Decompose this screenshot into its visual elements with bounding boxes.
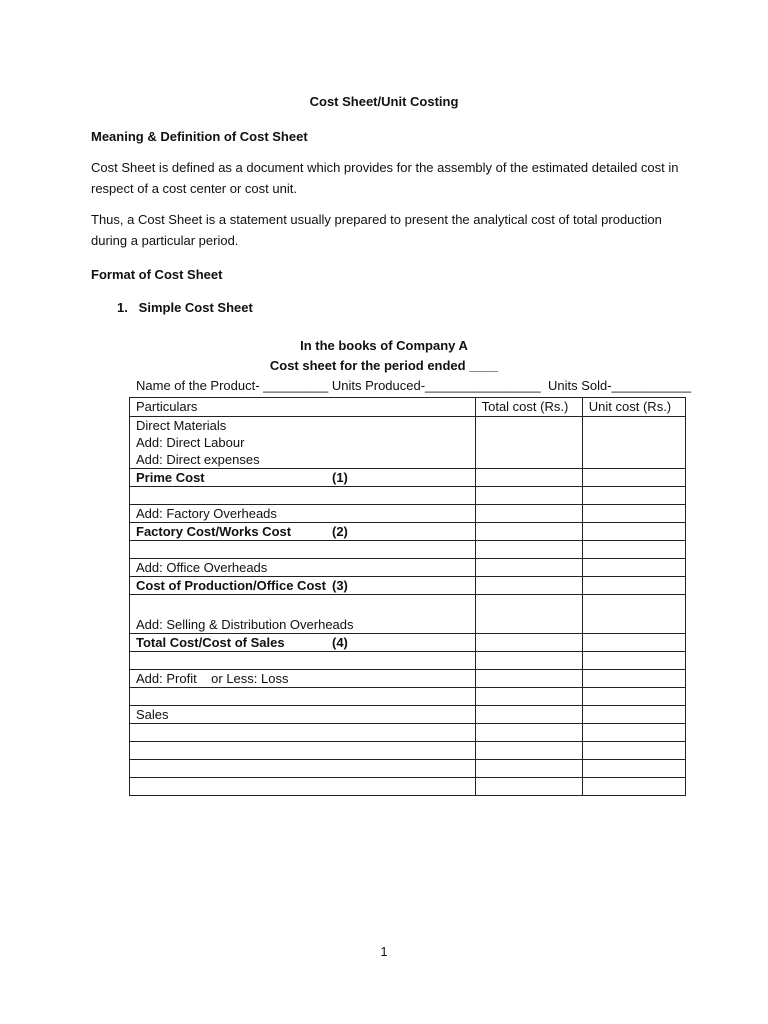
table-cell (130, 487, 476, 505)
table-row (130, 706, 686, 724)
table-cell (130, 541, 476, 559)
table-cell (130, 652, 476, 670)
table-cell (475, 778, 582, 796)
table-cell (582, 724, 685, 742)
prime-cost-cell (130, 469, 476, 487)
table-cell (475, 541, 582, 559)
header-total-cost: Total cost (Rs.) (475, 398, 582, 417)
header-particulars: Particulars (130, 398, 476, 417)
table-cell (475, 469, 582, 487)
table-cell (475, 706, 582, 724)
production-cost-label: Cost of Production/Office Cost (136, 578, 326, 593)
table-row (130, 652, 686, 670)
selling-overheads-label: Add: Selling & Distribution Overheads (136, 617, 354, 632)
books-heading: In the books of Company A (300, 338, 468, 353)
table-cell (582, 634, 685, 652)
meaning-heading: Meaning & Definition of Cost Sheet (91, 129, 308, 144)
table-cell (582, 577, 685, 595)
table-cell (130, 742, 476, 760)
page-number: 1 (380, 944, 388, 959)
factory-cost-number: (2) (332, 524, 348, 539)
direct-expenses-label: Add: Direct expenses (136, 452, 260, 467)
table-cell (582, 541, 685, 559)
table-row (130, 559, 686, 577)
table-row (130, 469, 686, 487)
production-cost-number: (3) (332, 578, 348, 593)
office-overheads-label: Add: Office Overheads (130, 559, 476, 577)
table-cell (582, 417, 685, 469)
table-cell (582, 670, 685, 688)
table-header-row (130, 398, 686, 417)
table-cell (582, 742, 685, 760)
statement-paragraph: Thus, a Cost Sheet is a statement usually prepared to present the analytical cost of total production during a particular period. (91, 212, 662, 248)
product-fields-line: Name of the Product- _________ Units Produced-________________ Units Sold-___________ (136, 378, 692, 393)
table-cell (582, 487, 685, 505)
table-row (130, 688, 686, 706)
direct-labour-label: Add: Direct Labour (136, 435, 245, 450)
definition-paragraph: Cost Sheet is defined as a document which provides for the assembly of the estimated detailed cost in respect of a cost center or cost unit. (91, 160, 679, 196)
table-cell (475, 760, 582, 778)
table-cell (130, 724, 476, 742)
table-cell (582, 523, 685, 541)
table-row (130, 634, 686, 652)
prime-cost-number: (1) (332, 470, 348, 485)
factory-cost-label: Factory Cost/Works Cost (136, 524, 292, 539)
header-unit-cost: Unit cost (Rs.) (582, 398, 685, 417)
table-cell (475, 634, 582, 652)
selling-overheads-cell (130, 595, 476, 634)
table-cell (475, 487, 582, 505)
sales-label: Sales (130, 706, 476, 724)
table-cell (582, 706, 685, 724)
table-cell (475, 417, 582, 469)
factory-cost-cell (130, 523, 476, 541)
table-cell (475, 742, 582, 760)
table-cell (475, 688, 582, 706)
direct-costs-cell (130, 417, 476, 469)
table-cell (475, 595, 582, 634)
total-cost-cell (130, 634, 476, 652)
table-row (130, 778, 686, 796)
table-row (130, 760, 686, 778)
production-cost-cell (130, 577, 476, 595)
table-row (130, 577, 686, 595)
table-cell (130, 778, 476, 796)
table-cell (130, 688, 476, 706)
table-cell (582, 760, 685, 778)
table-row (130, 487, 686, 505)
table-cell (475, 577, 582, 595)
table-row (130, 417, 686, 469)
table-cell (475, 724, 582, 742)
period-heading: Cost sheet for the period ended ____ (269, 358, 499, 373)
table-cell (475, 523, 582, 541)
table-cell (475, 505, 582, 523)
table-cell (582, 559, 685, 577)
table-cell (582, 595, 685, 634)
profit-loss-label: Add: Profit or Less: Loss (130, 670, 476, 688)
table-row (130, 670, 686, 688)
table-row (130, 595, 686, 634)
total-cost-number: (4) (332, 635, 348, 650)
table-cell (475, 652, 582, 670)
table-cell (582, 505, 685, 523)
factory-overheads-label: Add: Factory Overheads (130, 505, 476, 523)
cost-sheet-table (129, 397, 686, 796)
table-cell (582, 778, 685, 796)
total-cost-label: Total Cost/Cost of Sales (136, 635, 285, 650)
table-cell (475, 559, 582, 577)
table-row (130, 724, 686, 742)
table-row (130, 505, 686, 523)
direct-materials-label: Direct Materials (136, 418, 227, 433)
page-title: Cost Sheet/Unit Costing (309, 94, 459, 109)
table-cell (582, 652, 685, 670)
table-row (130, 541, 686, 559)
list-item-simple-cost-sheet: 1. Simple Cost Sheet (117, 300, 253, 315)
table-row (130, 742, 686, 760)
table-cell (475, 670, 582, 688)
format-heading: Format of Cost Sheet (91, 267, 223, 282)
table-cell (582, 688, 685, 706)
prime-cost-label: Prime Cost (136, 470, 205, 485)
table-cell (582, 469, 685, 487)
table-cell (130, 760, 476, 778)
table-row (130, 523, 686, 541)
